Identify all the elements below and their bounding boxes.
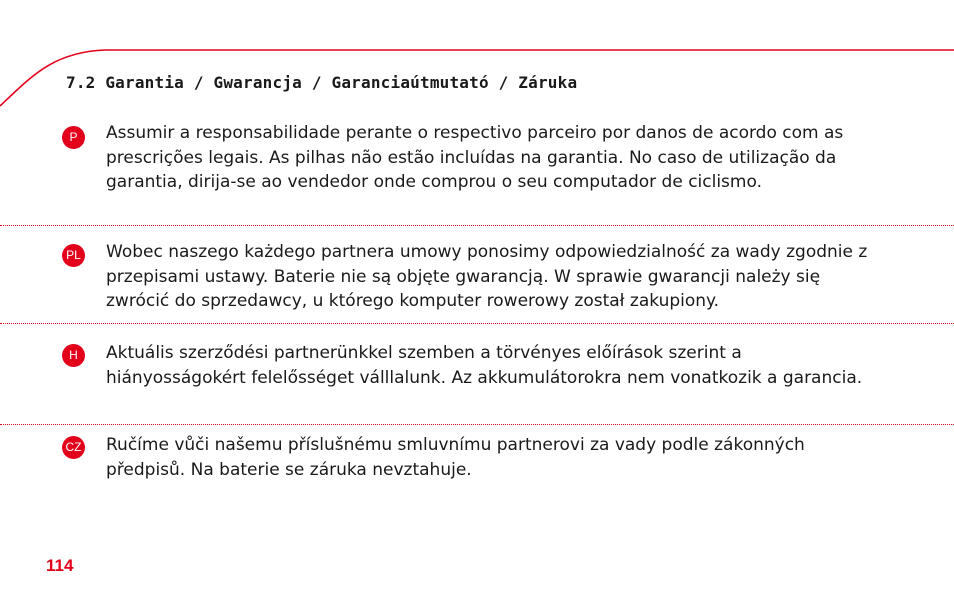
page-number: 114 [46,556,74,575]
paragraph-czech: Ručíme vůči našemu příslušnému smluvnímu partnerovi za vady podle zákonných předpisů. Na baterie se záruka nevztahuje. [106,435,805,480]
language-badge-pl: PL [62,244,85,267]
paragraph-polish: Wobec naszego każdego partnera umowy ponosimy odpowiedzialność za wady zgodnie z przepisami ustawy. Baterie nie są objęte gwarancją. W sprawie gwarancji należy się zwrócić do sprzedawcy, u którego komputer rowerowy został zakupiony. [106,242,868,311]
language-badge-h: H [62,344,85,367]
paragraph-hungarian: Aktuális szerződési partnerünkkel szemben a törvényes előírások szerint a hiányosságokért felelősséget válllalunk. Az akkumulátorokra nem vonatkozik a garancia. [106,343,863,388]
dotted-divider [0,225,954,226]
dotted-divider [0,424,954,425]
paragraph-portuguese: Assumir a responsabilidade perante o respectivo parceiro por danos de acordo com as prescrições legais. As pilhas não estão incluídas na garantia. No caso de utilização da garantia, dirija-se ao vendedor onde comprou o seu computador de ciclismo. [106,123,844,192]
language-badge-p: P [62,126,85,149]
section-title: 7.2 Garantia / Gwarancja / Garanciaútmutató / Záruka [66,73,578,92]
dotted-divider [0,323,954,324]
language-badge-cz: CZ [62,436,85,459]
header-curve-line [0,0,954,120]
